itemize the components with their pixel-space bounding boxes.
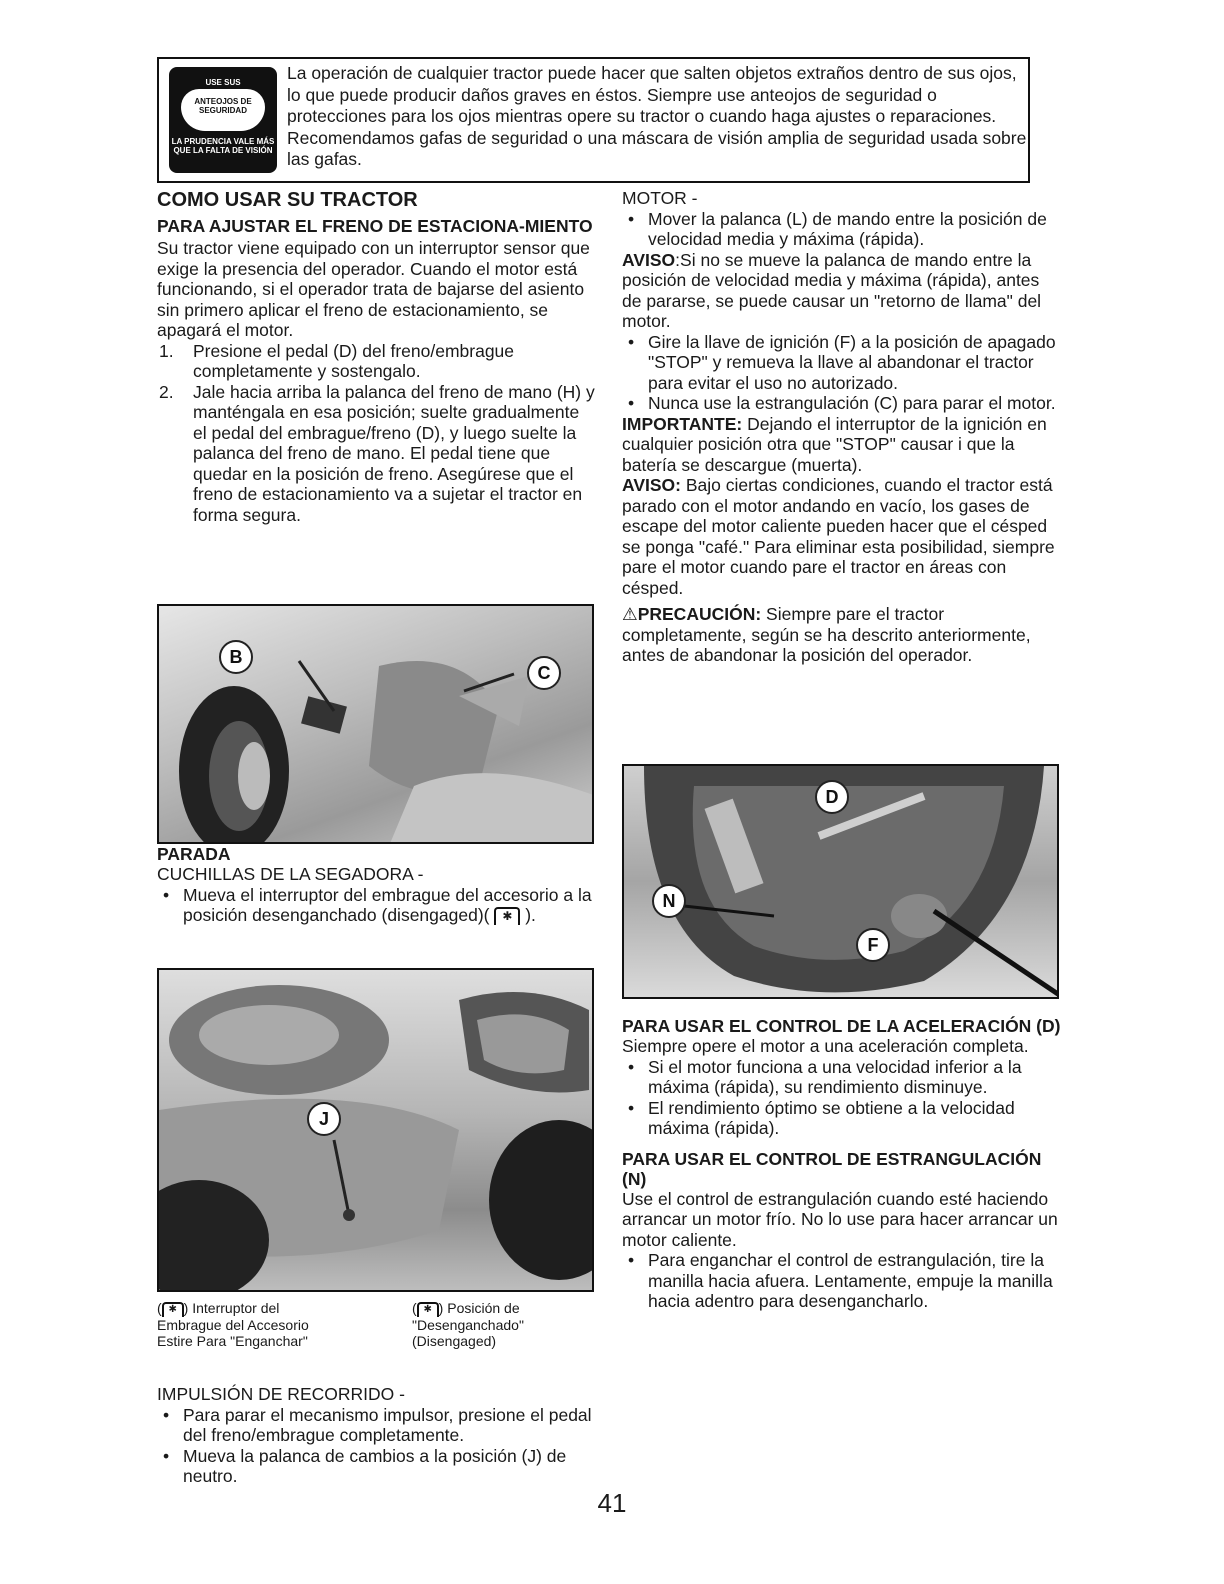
blades-list xyxy=(157,885,597,926)
blades-heading: CUCHILLAS DE LA SEGADORA - xyxy=(157,864,424,884)
clutch-symbol-icon: ✱ xyxy=(162,1302,184,1317)
drive-section xyxy=(157,1384,597,1487)
list-item: • Para parar el mecanismo impulsor, presione el pedal del freno/embrague completamente. xyxy=(163,1404,592,1445)
drive-list xyxy=(157,1405,597,1487)
list-item: • Mueva el interruptor del embrague del accesorio a la posición desenganchado (disengaged)( ✱ ). xyxy=(163,884,592,925)
parking-brake-intro: Su tractor viene equipado con un interruptor sensor que exige la presencia del operador. Cuando el motor está funcionando, si el operador trata de bajarse del asiento sin primero aplicar el freno de estacionamiento, se apagará el motor. xyxy=(157,238,590,340)
aviso-1: AVISO:Si no se mueve la palanca de mando entre la posición de velocidad media y máxima (rápida), antes de pararse, se puede causar un "retorno de llama" del motor. xyxy=(622,249,1042,331)
callout-b: B xyxy=(219,640,253,674)
list-item: • Para enganchar el control de estrangulación, tire la manilla hacia afuera. Lentamente, empuje la manilla hacia adentro para desengancharlo. xyxy=(628,1250,1053,1311)
parking-brake-steps xyxy=(157,341,597,526)
left-column-top xyxy=(157,188,597,525)
brake-photo-illustration xyxy=(159,606,594,844)
motor-heading: MOTOR - xyxy=(622,188,698,208)
right-column-top xyxy=(622,188,1062,666)
precaucion-note: ⚠PRECAUCIÓN: Siempre pare el tractor completamente, según se ha descrito anteriormente, antes de abandonar la posición del operador. xyxy=(622,604,1031,665)
drive-heading: IMPULSIÓN DE RECORRIDO - xyxy=(157,1384,405,1404)
list-item: • El rendimiento óptimo se obtiene a la velocidad máxima (rápida). xyxy=(628,1097,1015,1138)
list-item: • Nunca use la estrangulación (C) para parar el motor. xyxy=(628,393,1056,413)
throttle-list xyxy=(622,1057,1062,1139)
list-item: 2. Jale hacia arriba la palanca del freno de mano (H) y manténgala en esa posición; suelte gradualmente el pedal del embrague/freno (D), y luego suelte la palanca del freno de mano. El pedal tiene que quedar en la posición de freno. Asegúrese que el freno de estacionamiento va a sujetar el tractor en forma segura. xyxy=(159,381,595,525)
choke-intro: Use el control de estrangulación cuando esté haciendo arrancar un motor frío. No lo use para hacer arrancar un motor caliente. xyxy=(622,1188,1058,1250)
warning-triangle-icon: ⚠ xyxy=(622,604,638,624)
throttle-intro: Siempre opere el motor a una aceleración completa. xyxy=(622,1036,1029,1056)
safety-glasses-badge xyxy=(169,67,277,173)
caption-clutch-switch: ( ✱ ) Interruptor del Embrague del Accesorio Estire Para "Enganchar" xyxy=(157,1300,309,1349)
list-item: • Mover la palanca (L) de mando entre la posición de velocidad media y máxima (rápida). xyxy=(628,208,1047,249)
clutch-symbol-icon: ✱ xyxy=(494,907,520,925)
badge-bottom-text: LA PRUDENCIA VALE MÁS QUE LA FALTA DE VISIÓN xyxy=(171,137,275,155)
page-number: 41 xyxy=(597,1488,627,1518)
motor-list-2 xyxy=(622,332,1062,414)
list-item: • Gire la llave de ignición (F) a la posición de apagado "STOP" y remueva la llave al abandonar el tractor para evitar el uso no autorizado. xyxy=(628,331,1056,393)
callout-c: C xyxy=(527,656,561,690)
callout-f: F xyxy=(856,928,890,962)
list-item: 1. Presione el pedal (D) del freno/embrague completamente y sostengalo. xyxy=(159,340,515,381)
callout-j: J xyxy=(307,1102,341,1136)
safety-warning-box xyxy=(157,57,1030,183)
section-title: COMO USAR SU TRACTOR xyxy=(157,189,418,211)
parking-brake-heading: PARA AJUSTAR EL FRENO DE ESTACIONA-MIENTO xyxy=(157,216,593,236)
safety-glasses-icon xyxy=(181,89,265,131)
importante-note: IMPORTANTE: Dejando el interruptor de la ignición en cualquier posición otra que "STOP" causar i que la batería se descargue (muerta). xyxy=(622,413,1047,475)
choke-heading: PARA USAR EL CONTROL DE ESTRANGULACIÓN (N) xyxy=(622,1148,1042,1189)
warning-text: La operación de cualquier tractor puede hacer que salten objetos extraños dentro de sus ojos, lo que puede producir daños graves en éstos. Siempre use anteojos de seguridad o protecciones para los ojos mientras opere su tractor o cuando haga ajustes o reparaciones. Recomendamos gafas de seguridad o una máscara de visión amplia de seguridad usada sobre las gafas. xyxy=(287,63,1027,169)
caption-disengaged: ( ✱ ) Posición de "Desenganchado" (Disengaged) xyxy=(412,1300,524,1349)
callout-d: D xyxy=(815,780,849,814)
right-column-bottom xyxy=(622,1016,1062,1312)
stop-heading: PARADA xyxy=(157,844,231,864)
callout-n: N xyxy=(652,884,686,918)
brake-photo xyxy=(157,604,594,844)
throttle-heading: PARA USAR EL CONTROL DE LA ACELERACIÓN (D) xyxy=(622,1016,1061,1036)
list-item: • Si el motor funciona a una velocidad inferior a la máxima (rápida), su rendimiento disminuye. xyxy=(628,1056,1022,1097)
motor-list-1 xyxy=(622,209,1062,250)
badge-top-text: USE SUS xyxy=(205,78,241,87)
aviso-2: AVISO: Bajo ciertas condiciones, cuando el tractor está parado con el motor andando en vacío, los gases de escape del motor caliente pueden hacer que el césped se ponga "café." Para eliminar esta posibilidad, siempre pare el motor cuando pare el tractor en áreas con césped. xyxy=(622,475,1055,598)
badge-mid-text: ANTEOJOS DE SEGURIDAD xyxy=(194,97,252,115)
clutch-photo xyxy=(157,968,594,1292)
clutch-photo-illustration xyxy=(159,970,594,1292)
dashboard-photo xyxy=(622,764,1059,999)
choke-list xyxy=(622,1250,1062,1312)
list-item: • Mueva la palanca de cambios a la posición (J) de neutro. xyxy=(163,1445,567,1486)
disengaged-symbol-icon: ✱ xyxy=(417,1302,439,1317)
stop-section xyxy=(157,844,597,926)
